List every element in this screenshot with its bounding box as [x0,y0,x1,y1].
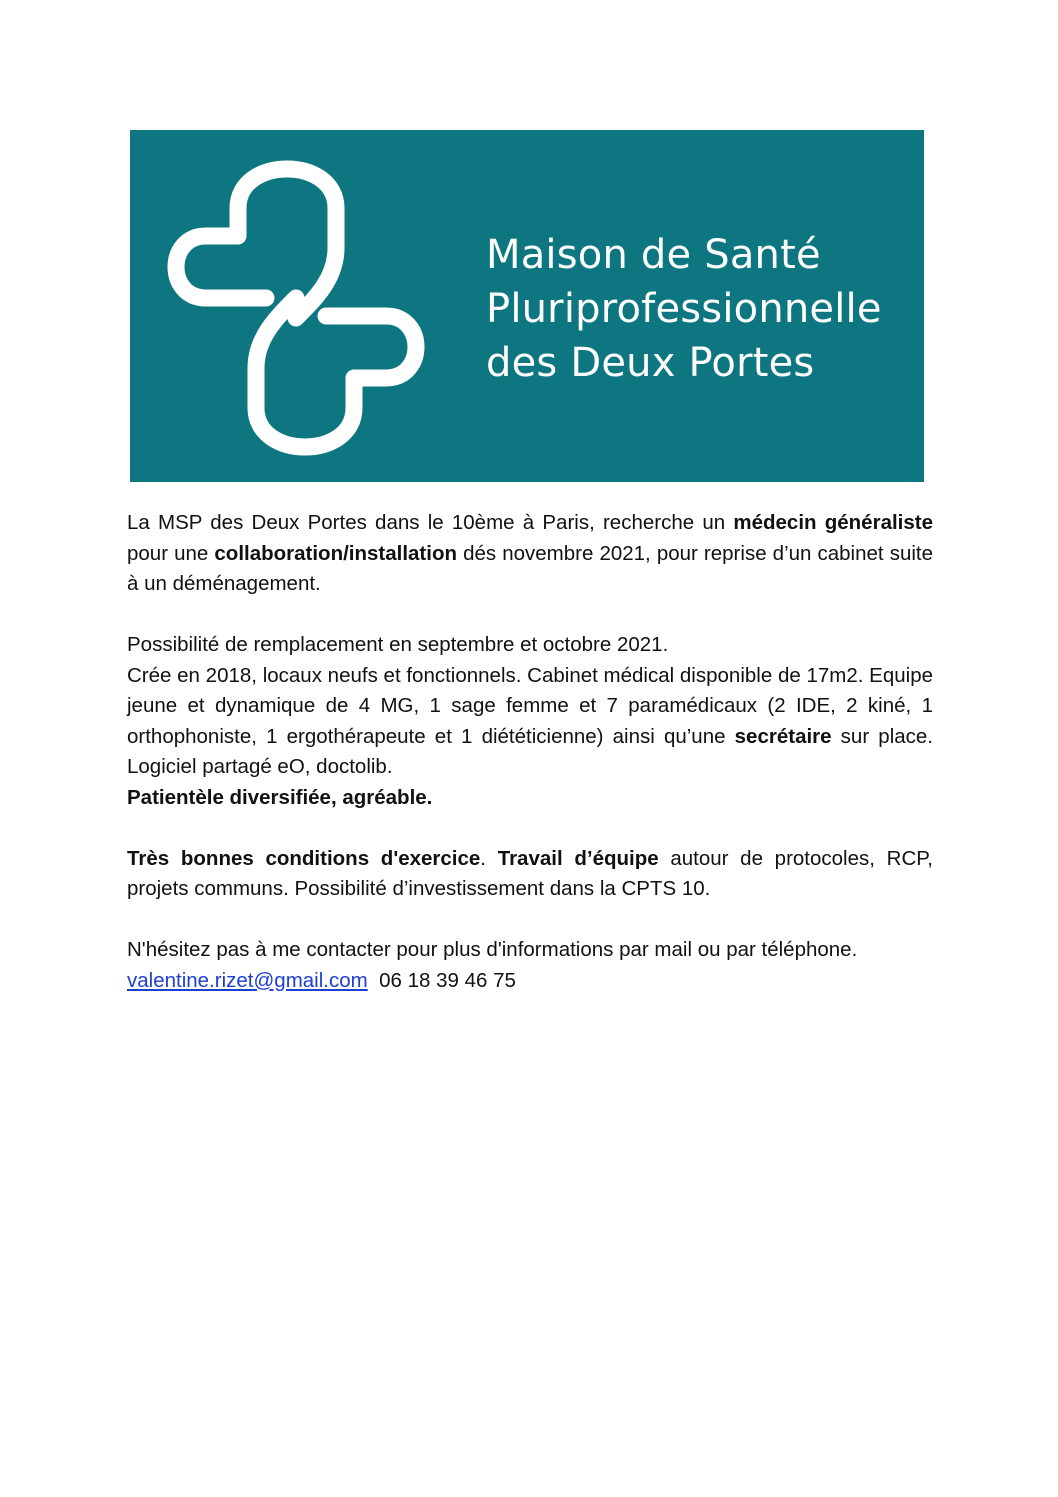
phone-number: 06 18 39 46 75 [379,968,516,992]
conditions-text-1: . [480,846,498,870]
cross-infinity-logo-icon [146,158,446,458]
intro-paragraph [127,508,933,600]
details-text-1: Crée en 2018, locaux neufs et fonctionnels. Cabinet médical disponible de 17m2. Equipe jeune et dynamique de 4 MG, 1 sage femme et 7 paramédicaux (2 IDE, 2 kiné, 1 orthophoniste, 1 ergothérapeute et 1 diététicienne) ainsi qu’une [127,663,933,748]
contact-line [127,966,933,997]
intro-bold-type: collaboration/installation [214,541,457,565]
logo-line-1: Maison de Santé [486,232,821,278]
logo-banner [130,130,924,482]
replacement-line: Possibilité de remplacement en septembre et octobre 2021. [127,633,669,656]
intro-bold-role: médecin généraliste [733,511,933,534]
patients-bold: Patientèle diversifiée, agréable. [127,785,433,809]
intro-text-1: La MSP des Deux Portes dans le 10ème à Paris, recherche un [127,511,734,534]
logo-title [486,228,882,390]
logo-line-2: Pluriprofessionnelle [486,286,882,332]
details-paragraph [127,661,933,783]
intro-text-2: pour une [127,541,215,565]
conditions-bold-2: Travail d’équipe [497,846,659,870]
conditions-text-2: autour de protocoles, RCP, projets communs. Possibilité d’investissement dans la CPTS 10. [127,846,933,900]
contact-paragraph: N'hésitez pas à me contacter pour plus d'informations par mail ou par téléphone. [127,938,858,961]
conditions-paragraph [127,844,933,905]
email-link[interactable]: valentine.rizet@gmail.com [127,968,368,992]
intro-text-3: dés novembre 2021, pour reprise d’un cabinet suite à un déménagement. [127,541,933,595]
details-text-2: sur place. Logiciel partagé eO, doctolib. [127,724,934,778]
document-body [127,508,933,996]
spacer [127,905,933,936]
conditions-bold-1: Très bonnes conditions d'exercice [127,846,481,870]
spacer [127,813,933,844]
logo-line-3: des Deux Portes [486,340,815,386]
spacer [127,600,933,631]
details-bold-secretary: secrétaire [734,724,832,748]
patients-line [127,783,933,814]
